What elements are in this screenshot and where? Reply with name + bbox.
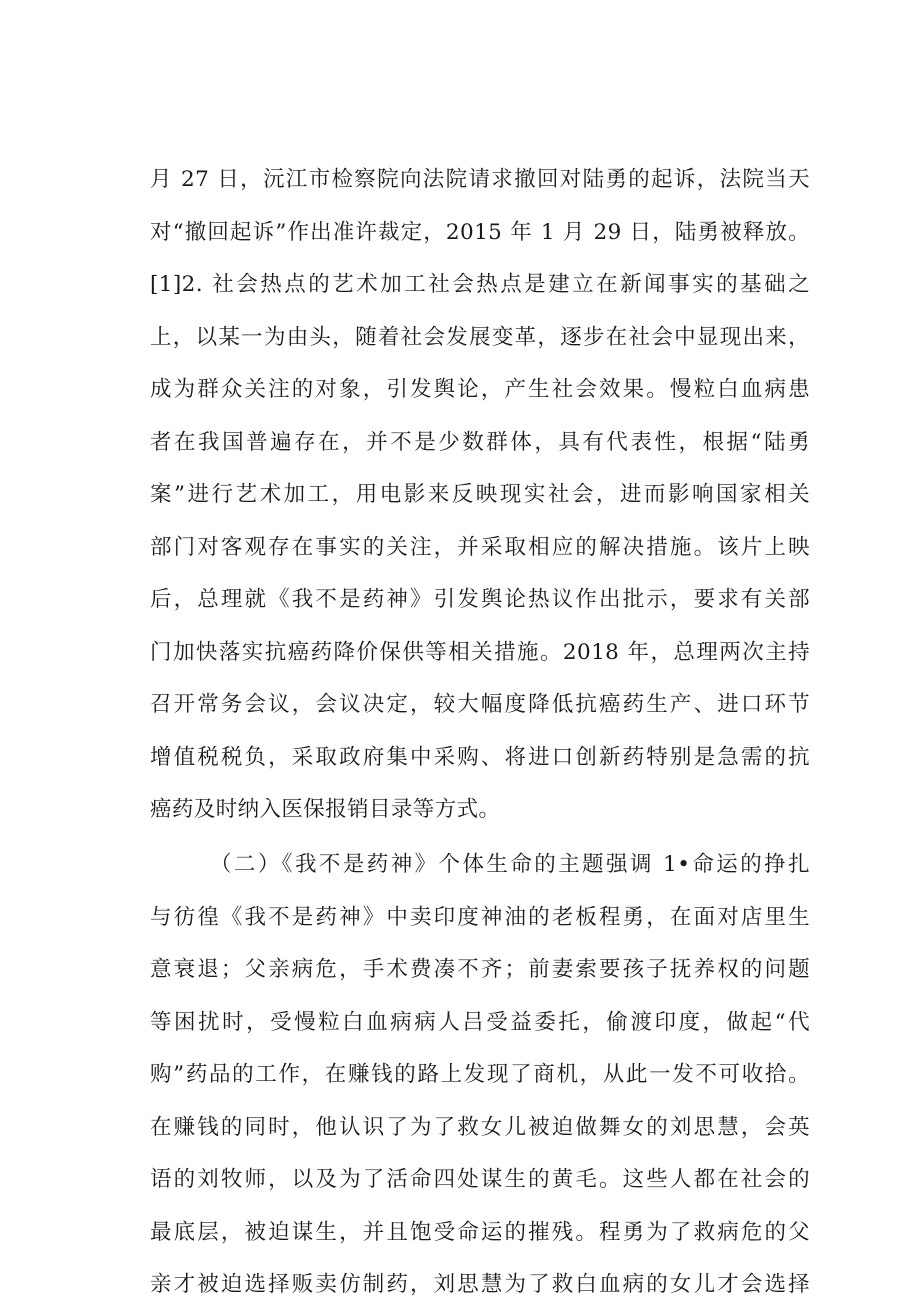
- text-line: 语的刘牧师，以及为了活命四处谋生的黄毛。这些人都在社会的: [150, 1167, 810, 1192]
- text-line: 门加快落实抗癌药降价保供等相关措施。2018 年，总理两次主持: [150, 639, 810, 665]
- paragraph-1: [150, 154, 810, 837]
- text-line: 亲才被迫选择贩卖仿制药，刘思慧为了救白血病的女儿才会选择: [150, 1272, 810, 1297]
- paragraph-2: [150, 839, 810, 1312]
- text-line: 月 27 日，沅江市检察院向法院请求撤回对陆勇的起诉，法院当天: [150, 167, 810, 192]
- text-line: 案”进行艺术加工，用电影来反映现实社会，进而影响国家相关: [150, 482, 810, 507]
- text-line: 对“撤回起诉”作出准许裁定，2015 年 1 月 29 日，陆勇被释放。: [150, 219, 810, 245]
- text-line: 增值税税负，采取政府集中采购、将进口创新药特别是急需的抗: [150, 744, 810, 770]
- text-line: 者在我国普遍存在，并不是少数群体，具有代表性，根据“陆勇: [150, 429, 810, 455]
- text-line: 购”药品的工作，在赚钱的路上发现了商机，从此一发不可收拾。: [150, 1062, 810, 1087]
- text-line: 最底层，被迫谋生，并且饱受命运的摧残。程勇为了救病危的父: [150, 1219, 810, 1245]
- section-heading-line: （二）《我不是药神》个体生命的主题强调 1•命运的挣扎: [210, 852, 810, 877]
- text-line: 成为群众关注的对象，引发舆论，产生社会效果。慢粒白血病患: [150, 377, 810, 402]
- text-line: [1]2. 社会热点的艺术加工社会热点是建立在新闻事实的基础之: [150, 272, 810, 297]
- text-line: 后，总理就《我不是药神》引发舆论热议作出批示，要求有关部: [150, 587, 810, 612]
- text-line: 召开常务会议，会议决定，较大幅度降低抗癌药生产、进口环节: [150, 692, 810, 717]
- text-line: 意衰退；父亲病危，手术费凑不齐；前妻索要孩子抚养权的问题: [150, 957, 810, 982]
- text-line: 等困扰时，受慢粒白血病病人吕受益委托，偷渡印度，做起“代: [150, 1009, 810, 1035]
- text-line: 上，以某一为由头，随着社会发展变革，逐步在社会中显现出来，: [150, 324, 810, 350]
- text-line: 与彷徨《我不是药神》中卖印度神油的老板程勇，在面对店里生: [150, 904, 810, 930]
- text-line: 癌药及时纳入医保报销目录等方式。: [150, 797, 501, 822]
- text-line: 部门对客观存在事实的关注，并采取相应的解决措施。该片上映: [150, 534, 810, 560]
- text-line: 在赚钱的同时，他认识了为了救女儿被迫做舞女的刘思慧，会英: [150, 1114, 810, 1140]
